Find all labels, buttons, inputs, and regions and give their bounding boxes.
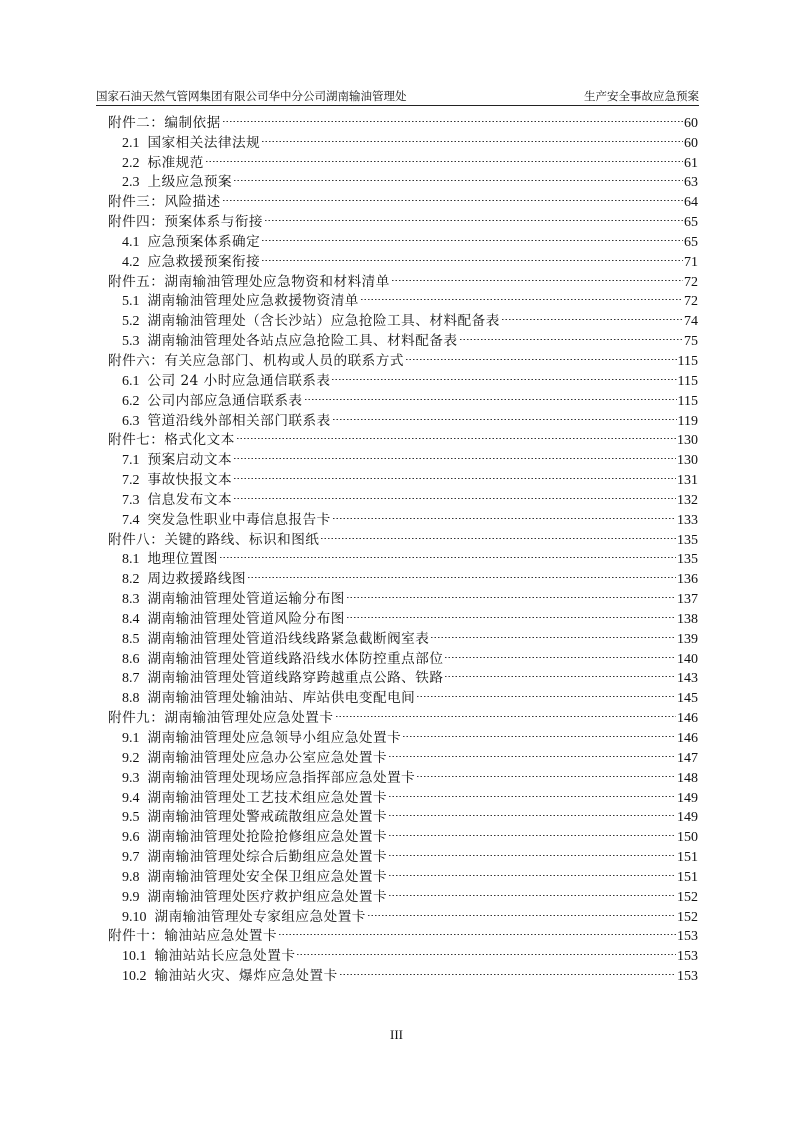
- dot-leader: [444, 663, 676, 683]
- page-number: III: [390, 1027, 403, 1042]
- toc-entry-page: 146: [677, 731, 698, 746]
- dot-leader: [222, 107, 683, 127]
- toc-entry-number: 9.3: [122, 770, 140, 786]
- toc-entry-number: 9.5: [122, 810, 140, 826]
- toc-entry-number: 9.6: [122, 830, 140, 846]
- toc-entry-title: 湖南输油管理处应急领导小组应急处置卡: [147, 730, 402, 746]
- dot-leader: [501, 305, 683, 325]
- toc-entry-page: 137: [677, 592, 698, 608]
- dot-leader: [388, 861, 676, 881]
- dot-leader: [264, 206, 683, 226]
- toc-entry-page: 151: [677, 850, 698, 866]
- toc-entry-page: 149: [677, 790, 698, 806]
- dot-leader: [388, 841, 676, 861]
- dot-leader: [205, 147, 683, 167]
- dot-leader: [416, 762, 676, 782]
- toc-entry-number: 4.2: [122, 254, 140, 270]
- toc-entry-title: 附件七：格式化文本: [108, 432, 235, 449]
- toc-entry-title: 附件五：湖南输油管理处应急物资和材料清单: [108, 273, 390, 290]
- toc-entry-page: 140: [677, 651, 698, 667]
- toc-entry-page: 74: [684, 314, 698, 330]
- toc-entry-number: 9.10: [122, 909, 147, 925]
- toc-entry-page: 139: [677, 631, 698, 647]
- toc-entry-page: 153: [677, 969, 698, 985]
- toc-entry-number: 5.1: [122, 294, 140, 310]
- toc-entry-title: 应急救援预案衔接: [147, 253, 261, 270]
- toc-entry-number: 2.3: [122, 175, 140, 191]
- toc-entry-title: 湖南输油管理处医疗救护组应急处置卡: [147, 888, 388, 905]
- toc-entry-page: 143: [677, 671, 698, 687]
- toc-entry-title: 湖南输油管理处应急办公室应急处置卡: [147, 749, 388, 766]
- toc-entry-number: 8.5: [122, 631, 140, 647]
- toc-entry-title: 国家相关法律法规: [147, 134, 261, 151]
- toc-entry-title: 附件四：预案体系与衔接: [108, 214, 264, 231]
- toc-entry-page: 145: [677, 691, 698, 707]
- dot-leader: [416, 682, 676, 702]
- toc-entry-page: 131: [677, 473, 698, 489]
- table-of-contents: [108, 107, 698, 985]
- toc-entry-page: 135: [677, 552, 698, 568]
- toc-entry-page: 133: [677, 512, 698, 528]
- toc-entry-number: 9.8: [122, 869, 140, 885]
- dot-leader: [261, 226, 683, 246]
- toc-entry-page: 146: [677, 711, 698, 727]
- dot-leader: [320, 524, 676, 544]
- toc-entry-page: 115: [677, 373, 698, 389]
- toc-entry-page: 65: [684, 215, 698, 231]
- dot-leader: [233, 167, 683, 187]
- toc-entry-number: 2.2: [122, 155, 140, 171]
- dot-leader: [261, 246, 683, 266]
- header-organization: 国家石油天然气管网集团有限公司华中分公司湖南输油管理处: [96, 89, 407, 103]
- toc-entry-number: 6.2: [122, 393, 140, 409]
- dot-leader: [339, 960, 676, 980]
- toc-entry-page: 72: [684, 294, 698, 310]
- toc-entry-number: 6.3: [122, 413, 140, 429]
- toc-entry-page: 75: [684, 334, 698, 350]
- toc-entry-title: 湖南输油管理处应急救援物资清单: [147, 293, 359, 310]
- toc-entry-title: 周边救援路线图: [147, 571, 247, 588]
- toc-entry-page: 152: [677, 909, 698, 925]
- toc-entry-page: 135: [677, 532, 698, 548]
- dot-leader: [222, 186, 683, 206]
- dot-leader: [332, 504, 676, 524]
- header-document-title: 生产安全事故应急预案: [584, 89, 699, 103]
- toc-entry-number: 8.2: [122, 572, 140, 588]
- toc-entry-number: 6.1: [122, 373, 140, 389]
- toc-entry-number: 9.2: [122, 750, 140, 766]
- dot-leader: [332, 405, 677, 425]
- toc-entry-title: 信息发布文本: [147, 491, 233, 508]
- toc-entry-page: 150: [677, 830, 698, 846]
- dot-leader: [360, 286, 683, 306]
- dot-leader: [430, 623, 676, 643]
- toc-entry-title: 湖南输油管理处管道运输分布图: [147, 591, 345, 608]
- toc-entry-title: 湖南输油管理处综合后勤组应急处置卡: [147, 849, 388, 866]
- toc-entry-number: 10.1: [122, 949, 147, 965]
- toc-entry-number: 9.7: [122, 850, 140, 866]
- dot-leader: [233, 464, 676, 484]
- dot-leader: [304, 385, 677, 405]
- dot-leader: [388, 881, 676, 901]
- dot-leader: [233, 484, 676, 504]
- dot-leader: [219, 544, 676, 564]
- toc-entry-page: 64: [684, 195, 698, 211]
- toc-entry-page: 153: [677, 949, 698, 965]
- toc-entry-page: 115: [677, 353, 698, 369]
- toc-entry-number: 10.2: [122, 969, 147, 985]
- toc-entry-page: 151: [677, 869, 698, 885]
- toc-entry-title: 事故快报文本: [147, 472, 233, 489]
- toc-entry-page: 60: [684, 115, 698, 131]
- toc-entry-page: 132: [677, 492, 698, 508]
- toc-entry-number: 2.1: [122, 135, 140, 151]
- toc-entry-page: 119: [677, 413, 698, 429]
- toc-entry-number: 9.4: [122, 790, 140, 806]
- toc-entry-number: 9.1: [122, 731, 140, 746]
- toc-entry-number: 7.2: [122, 473, 140, 489]
- toc-entry-title: 湖南输油管理处管道线路穿跨越重点公路、铁路: [147, 670, 444, 687]
- dot-leader: [367, 901, 676, 921]
- toc-entry-title: 湖南输油管理处安全保卫组应急处置卡: [147, 868, 388, 885]
- dot-leader: [388, 742, 676, 762]
- toc-entry-title: 输油站火灾、爆炸应急处置卡: [154, 968, 338, 985]
- toc-entry-number: 7.4: [122, 512, 140, 528]
- toc-entry-number: 7.3: [122, 492, 140, 508]
- dot-leader: [388, 782, 676, 802]
- dot-leader: [236, 425, 676, 445]
- toc-entry-title: 突发急性职业中毒信息报告卡: [147, 511, 331, 528]
- toc-entry-title: 湖南输油管理处专家组应急处置卡: [154, 908, 366, 925]
- toc-entry-title: 湖南输油管理处管道风险分布图: [147, 610, 345, 627]
- toc-entry-title: 管道沿线外部相关部门联系表: [147, 412, 331, 429]
- toc-entry-page: 147: [677, 750, 698, 766]
- toc-entry-page: 149: [677, 810, 698, 826]
- toc-entry-title: 湖南输油管理处各站点应急抢险工具、材料配备表: [147, 333, 458, 350]
- toc-entry-number: 8.4: [122, 611, 140, 627]
- dot-leader: [247, 563, 676, 583]
- toc-entry-title: 湖南输油管理处抢险抢修组应急处置卡: [147, 829, 388, 846]
- toc-entry-title: 湖南输油管理处输油站、库站供电变配电间: [147, 690, 416, 707]
- dot-leader: [459, 325, 683, 345]
- toc-entry-page: 115: [677, 393, 698, 409]
- toc-entry[interactable]: [108, 107, 698, 131]
- toc-entry-page: 130: [677, 453, 698, 469]
- toc-entry-number: 8.8: [122, 691, 140, 707]
- toc-entry-title: 输油站站长应急处置卡: [154, 948, 296, 965]
- dot-leader: [278, 921, 676, 941]
- toc-entry-number: 8.6: [122, 651, 140, 667]
- toc-entry-number: 7.1: [122, 453, 140, 469]
- dot-leader: [335, 702, 677, 722]
- dot-leader: [261, 127, 683, 147]
- toc-entry-title: 公司 24 小时应急通信联系表: [147, 372, 331, 389]
- toc-entry-title: 附件六：有关应急部门、机构或人员的联系方式: [108, 352, 404, 369]
- toc-entry-title: 附件二：编制依据: [108, 114, 221, 131]
- toc-entry-title: 预案启动文本: [147, 452, 233, 469]
- dot-leader: [388, 802, 676, 822]
- toc-entry-number: 9.9: [122, 889, 140, 905]
- toc-entry-number: 8.1: [122, 552, 140, 568]
- toc-entry-title: 湖南输油管理处（含长沙站）应急抢险工具、材料配备表: [147, 313, 500, 330]
- toc-entry-page: 152: [677, 889, 698, 905]
- dot-leader: [346, 583, 676, 603]
- dot-leader: [388, 821, 676, 841]
- toc-entry-number: 4.1: [122, 234, 140, 250]
- toc-entry-page: 65: [684, 234, 698, 250]
- toc-entry-number: 8.7: [122, 671, 140, 687]
- toc-entry-title: 湖南输油管理处警戒疏散组应急处置卡: [147, 809, 388, 826]
- toc-entry-title: 标准规范: [147, 154, 204, 171]
- toc-entry-title: 湖南输油管理处现场应急指挥部应急处置卡: [147, 769, 416, 786]
- dot-leader: [405, 345, 677, 365]
- toc-entry-number: 5.2: [122, 314, 140, 330]
- toc-entry-title: 湖南输油管理处管道沿线线路紧急截断阀室表: [147, 630, 430, 647]
- toc-entry-page: 63: [684, 175, 698, 191]
- toc-entry-title: 附件十：输油站应急处置卡: [108, 928, 278, 945]
- toc-entry-page: 60: [684, 135, 698, 151]
- toc-entry-number: 5.3: [122, 334, 140, 350]
- dot-leader: [391, 266, 683, 286]
- toc-entry-title: 附件九：湖南输油管理处应急处置卡: [108, 710, 334, 727]
- toc-entry-title: 附件八：关键的路线、标识和图纸: [108, 531, 320, 548]
- dot-leader: [331, 365, 676, 385]
- toc-entry-page: 130: [677, 433, 698, 449]
- toc-entry-number: 8.3: [122, 592, 140, 608]
- dot-leader: [296, 940, 676, 960]
- toc-entry-page: 72: [684, 274, 698, 290]
- toc-entry-page: 138: [677, 611, 698, 627]
- page-header: [96, 88, 699, 106]
- toc-entry-title: 公司内部应急通信联系表: [147, 392, 303, 409]
- toc-entry-title: 湖南输油管理处工艺技术组应急处置卡: [147, 789, 388, 806]
- toc-entry-page: 136: [677, 572, 698, 588]
- dot-leader: [444, 643, 676, 663]
- toc-entry-page: 153: [677, 929, 698, 945]
- toc-entry-page: 71: [684, 254, 698, 270]
- toc-entry-page: 148: [677, 770, 698, 786]
- toc-entry-title: 附件三：风险描述: [108, 194, 221, 211]
- toc-entry-title: 地理位置图: [147, 551, 218, 568]
- toc-entry-page: 61: [684, 155, 698, 171]
- toc-entry-title: 应急预案体系确定: [147, 233, 261, 250]
- dot-leader: [402, 722, 676, 742]
- dot-leader: [346, 603, 676, 623]
- toc-entry-title: 湖南输油管理处管道线路沿线水体防控重点部位: [147, 650, 444, 667]
- dot-leader: [233, 444, 676, 464]
- toc-entry-title: 上级应急预案: [147, 174, 233, 191]
